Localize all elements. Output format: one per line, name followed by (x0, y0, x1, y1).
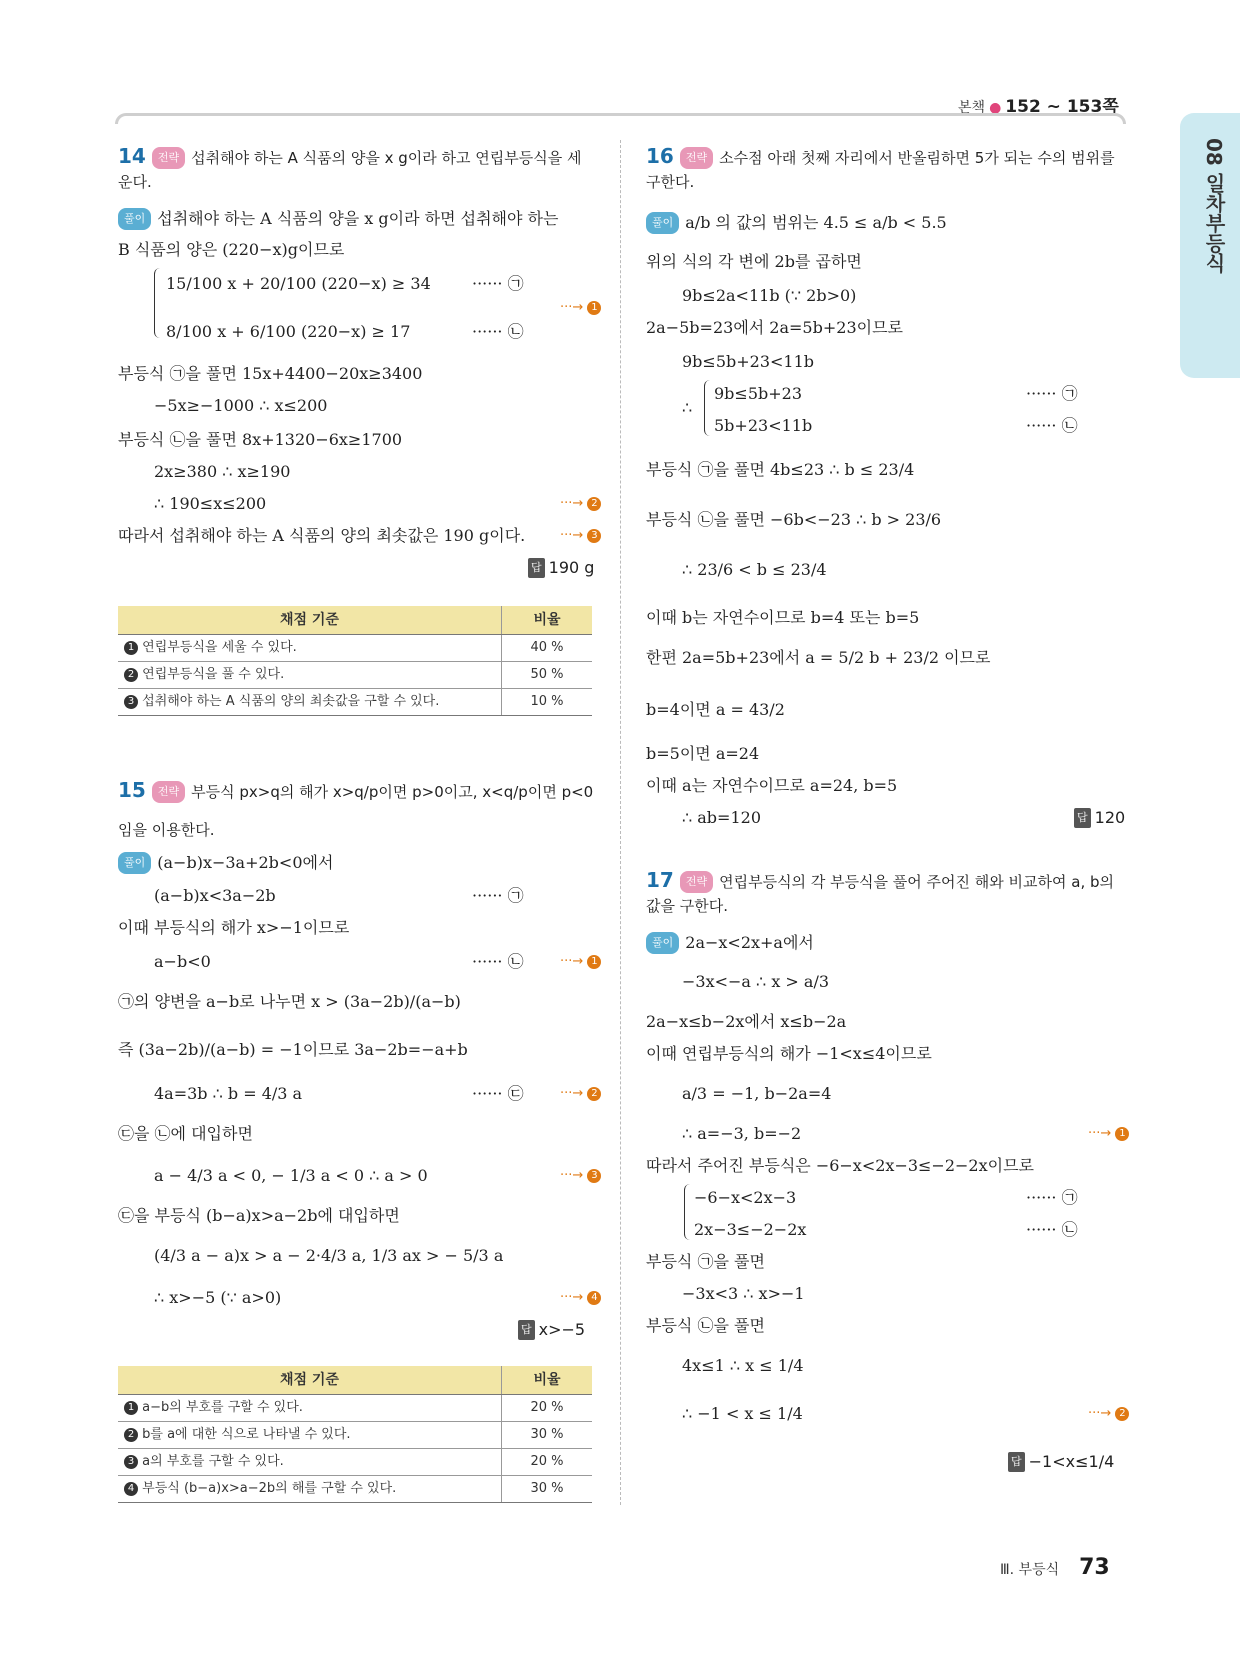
solution-line (646, 212, 947, 234)
scoring-table (118, 1366, 592, 1503)
inequality: −6−x<2x−3 (694, 1188, 797, 1207)
marker: ······ ㉡ (1026, 1220, 1078, 1239)
solution-line: 부등식 ㉠을 풀면 15x+4400−20x≥3400 (118, 364, 423, 383)
criteria-number: 3 (124, 695, 138, 709)
page-footer (1000, 1555, 1110, 1580)
answer (528, 558, 594, 578)
solution-line: ∴ x>−5 (∵ a>0) (154, 1288, 282, 1307)
marker: ······ ㉠ (472, 886, 524, 905)
solution-tag: 풀이 (118, 208, 151, 230)
criteria-label: b를 a에 대한 식으로 나타낼 수 있다. (138, 1427, 351, 1442)
system-brace (154, 268, 163, 338)
problem-number: 14 (118, 144, 146, 168)
solution-line: 4a=3b ∴ b = 4/3 a (154, 1084, 303, 1103)
page-range: 152 ~ 153쪽 (1005, 97, 1119, 117)
answer (1008, 1452, 1114, 1472)
answer-value: −1<x≤1/4 (1028, 1452, 1115, 1471)
problem-16-strategy (646, 146, 1115, 169)
criteria-label: 섭취해야 하는 A 식품의 양의 최솟값을 구할 수 있다. (138, 694, 440, 709)
criteria-ratio: 40 % (502, 635, 593, 662)
problem-number: 16 (646, 144, 674, 168)
strategy-text-cont: 임을 이용한다. (118, 821, 215, 839)
criteria-row (118, 635, 592, 662)
solution-line: ∴ ab=120 (682, 808, 761, 827)
criteria-text (118, 1449, 502, 1476)
solution-line: ∴ −1 < x ≤ 1/4 (682, 1404, 803, 1423)
criteria-text (118, 1395, 502, 1422)
strategy-text-cont: 운다. (118, 173, 152, 191)
answer (1074, 808, 1125, 828)
step-number: 3 (587, 1169, 601, 1183)
criteria-text (118, 1422, 502, 1449)
step-marker: ···→ 3 (560, 1166, 601, 1186)
solution-tag: 풀이 (646, 932, 679, 954)
ratio-header: 비율 (502, 606, 593, 635)
step-number: 1 (1115, 1127, 1129, 1141)
solution-line: 2a−5b=23에서 2a=5b+23이므로 (646, 318, 903, 337)
marker: ······ ㉠ (1026, 1188, 1078, 1207)
criteria-label: 연립부등식을 세울 수 있다. (138, 640, 297, 655)
answer-icon: 답 (518, 1320, 535, 1340)
strategy-text: 부등식 px>q의 해가 x>q/p이면 p>0이고, x<q/p이면 p<0 (191, 783, 594, 801)
criteria-ratio: 50 % (502, 662, 593, 689)
solution-line (646, 932, 814, 954)
criteria-row (118, 689, 592, 716)
solution-line: ㉢을 부등식 (b−a)x>a−2b에 대입하면 (118, 1206, 400, 1225)
column-divider (620, 140, 621, 1505)
answer-icon: 답 (1008, 1452, 1025, 1472)
criteria-ratio: 20 % (502, 1395, 593, 1422)
criteria-row (118, 662, 592, 689)
criteria-header: 채점 기준 (118, 1366, 502, 1395)
criteria-label: a의 부호를 구할 수 있다. (138, 1454, 284, 1469)
solution-line: 9b≤5b+23<11b (682, 352, 815, 371)
criteria-number: 3 (124, 1455, 138, 1469)
solution-tag: 풀이 (646, 212, 679, 234)
criteria-row (118, 1422, 592, 1449)
step-marker: ···→ 3 (560, 526, 601, 546)
text: 섭취해야 하는 A 식품의 양을 x g이라 하면 섭취해야 하는 (157, 209, 559, 228)
marker: ······ ㉡ (472, 952, 524, 971)
system-brace (684, 1184, 693, 1240)
solution-line: b=5이면 a=24 (646, 744, 760, 763)
book-label: 본책 (958, 100, 986, 116)
inequality: 8/100 x + 6/100 (220−x) ≥ 17 (166, 322, 411, 341)
inequality: 9b≤5b+23 (714, 384, 803, 403)
solution-line: 위의 식의 각 변에 2b를 곱하면 (646, 252, 862, 271)
solution-line: 부등식 ㉡을 풀면 −6b<−23 ∴ b > 23/6 (646, 510, 942, 529)
solution-line: a − 4/3 a < 0, − 1/3 a < 0 ∴ a > 0 (154, 1166, 428, 1185)
solution-line: 이때 a는 자연수이므로 a=24, b=5 (646, 776, 898, 795)
solution-line: 부등식 ㉡을 풀면 (646, 1316, 765, 1335)
solution-line: 2x≥380 ∴ x≥190 (154, 462, 291, 481)
step-marker: ···→ 2 (560, 494, 601, 514)
solution-line: a/3 = −1, b−2a=4 (682, 1084, 832, 1103)
criteria-text (118, 1476, 502, 1503)
bullet-icon: ● (989, 100, 1002, 116)
marker: ······ ㉠ (472, 274, 524, 293)
criteria-number: 2 (124, 1428, 138, 1442)
solution-line: 2a−x≤b−2x에서 x≤b−2a (646, 1012, 847, 1031)
system-brace (704, 380, 713, 436)
solution-line: ㉠의 양변을 a−b로 나누면 x > (3a−2b)/(a−b) (118, 992, 461, 1011)
marker: ······ ㉡ (1026, 416, 1078, 435)
strategy-text: 연립부등식의 각 부등식을 풀어 주어진 해와 비교하여 a, b의 (719, 873, 1115, 891)
criteria-row (118, 1395, 592, 1422)
top-rule (115, 113, 1126, 124)
strategy-tag: 전략 (680, 871, 713, 893)
solution-line: −5x≥−1000 ∴ x≤200 (154, 396, 328, 415)
chapter-tab-label: 08 일차부등식 (1202, 138, 1226, 273)
step-number: 1 (587, 955, 601, 969)
criteria-text (118, 662, 502, 689)
strategy-text-cont: 구한다. (646, 173, 695, 191)
problem-17-strategy (646, 870, 1114, 893)
solution-line: 부등식 ㉠을 풀면 4b≤23 ∴ b ≤ 23/4 (646, 460, 915, 479)
text: a/b 의 값의 범위는 4.5 ≤ a/b < 5.5 (685, 213, 947, 232)
inequality: 2x−3≤−2−2x (694, 1220, 807, 1239)
solution-line: a−b<0 (154, 952, 211, 971)
criteria-row (118, 1449, 592, 1476)
answer-icon: 답 (528, 558, 545, 578)
chapter-tab[interactable] (1180, 113, 1240, 378)
problem-14-strategy (118, 146, 581, 169)
solution-line: (a−b)x<3a−2b (154, 886, 276, 905)
answer-icon: 답 (1074, 808, 1091, 828)
step-marker: ···→ 1 (560, 298, 601, 318)
solution-line: −3x<3 ∴ x>−1 (682, 1284, 805, 1303)
strategy-text: 소수점 아래 첫째 자리에서 반올림하면 5가 되는 수의 범위를 (719, 149, 1115, 167)
criteria-ratio: 20 % (502, 1449, 593, 1476)
solution-line (118, 208, 558, 230)
criteria-ratio: 30 % (502, 1476, 593, 1503)
solution-tag: 풀이 (118, 852, 151, 874)
solution-line: ∴ 23/6 < b ≤ 23/4 (682, 560, 827, 579)
chapter-label: Ⅲ. 부등식 (1000, 1562, 1060, 1578)
solution-line: B 식품의 양은 (220−x)g이므로 (118, 240, 345, 259)
step-number: 2 (587, 497, 601, 511)
solution-line: 부등식 ㉠을 풀면 (646, 1252, 765, 1271)
criteria-number: 2 (124, 668, 138, 682)
solution-line: 이때 부등식의 해가 x>−1이므로 (118, 918, 350, 937)
solution-line: ∴ 190≤x≤200 (154, 494, 267, 513)
page-number: 73 (1079, 1555, 1110, 1580)
inequality: 15/100 x + 20/100 (220−x) ≥ 34 (166, 274, 431, 293)
step-marker: ···→ 2 (560, 1084, 601, 1104)
marker: ······ ㉡ (472, 322, 524, 341)
solution-line: 따라서 주어진 부등식은 −6−x<2x−3≤−2−2x이므로 (646, 1156, 1034, 1175)
criteria-number: 1 (124, 1401, 138, 1415)
criteria-text (118, 689, 502, 716)
strategy-tag: 전략 (152, 781, 185, 803)
answer (518, 1320, 585, 1340)
solution-line: 이때 연립부등식의 해가 −1<x≤4이므로 (646, 1044, 932, 1063)
strategy-text-cont: 값을 구한다. (646, 897, 728, 915)
step-number: 3 (587, 529, 601, 543)
solution-line: (4/3 a − a)x > a − 2·4/3 a, 1/3 ax > − 5/3 a (154, 1246, 504, 1265)
criteria-number: 1 (124, 641, 138, 655)
text: (a−b)x−3a+2b<0에서 (157, 853, 334, 872)
solution-line: 한편 2a=5b+23에서 a = 5/2 b + 23/2 이므로 (646, 648, 991, 667)
criteria-ratio: 10 % (502, 689, 593, 716)
step-number: 1 (587, 301, 601, 315)
therefore: ∴ (682, 398, 693, 417)
criteria-ratio: 30 % (502, 1422, 593, 1449)
solution-line: 4x≤1 ∴ x ≤ 1/4 (682, 1356, 804, 1375)
criteria-header: 채점 기준 (118, 606, 502, 635)
solution-line: 이때 b는 자연수이므로 b=4 또는 b=5 (646, 608, 920, 627)
text: 2a−x<2x+a에서 (685, 933, 814, 952)
solution-line: ∴ a=−3, b=−2 (682, 1124, 802, 1143)
criteria-label: a−b의 부호를 구할 수 있다. (138, 1400, 303, 1415)
criteria-text (118, 635, 502, 662)
step-marker: ···→ 4 (560, 1288, 601, 1308)
solution-line: b=4이면 a = 43/2 (646, 700, 785, 719)
solution-line: 즉 (3a−2b)/(a−b) = −1이므로 3a−2b=−a+b (118, 1040, 468, 1059)
marker: ······ ㉢ (472, 1084, 524, 1103)
step-number: 2 (587, 1087, 601, 1101)
ratio-header: 비율 (502, 1366, 593, 1395)
problem-number: 17 (646, 868, 674, 892)
answer-value: 190 g (548, 558, 595, 577)
answer-value: x>−5 (538, 1320, 586, 1339)
step-marker: ···→ 1 (1088, 1124, 1129, 1144)
answer-value: 120 (1094, 808, 1126, 827)
criteria-label: 연립부등식을 풀 수 있다. (138, 667, 285, 682)
solution-line (118, 852, 333, 874)
problem-number: 15 (118, 778, 146, 802)
solution-line: −3x<−a ∴ x > a/3 (682, 972, 830, 991)
solution-line: 따라서 섭취해야 하는 A 식품의 양의 최솟값은 190 g이다. (118, 526, 526, 545)
marker: ······ ㉠ (1026, 384, 1078, 403)
strategy-text: 섭취해야 하는 A 식품의 양을 x g이라 하고 연립부등식을 세 (191, 149, 582, 167)
solution-line: 부등식 ㉡을 풀면 8x+1320−6x≥1700 (118, 430, 403, 449)
problem-15-strategy (118, 780, 593, 803)
solution-line: 9b≤2a<11b (∵ 2b>0) (682, 286, 857, 305)
step-number: 4 (587, 1291, 601, 1305)
inequality: 5b+23<11b (714, 416, 813, 435)
criteria-number: 4 (124, 1482, 138, 1496)
criteria-row (118, 1476, 592, 1503)
strategy-tag: 전략 (152, 147, 185, 169)
step-number: 2 (1115, 1407, 1129, 1421)
criteria-label: 부등식 (b−a)x>a−2b의 해를 구할 수 있다. (138, 1481, 397, 1496)
solution-line: ㉢을 ㉡에 대입하면 (118, 1124, 253, 1143)
step-marker: ···→ 1 (560, 952, 601, 972)
scoring-table (118, 606, 592, 716)
strategy-tag: 전략 (680, 147, 713, 169)
step-marker: ···→ 2 (1088, 1404, 1129, 1424)
